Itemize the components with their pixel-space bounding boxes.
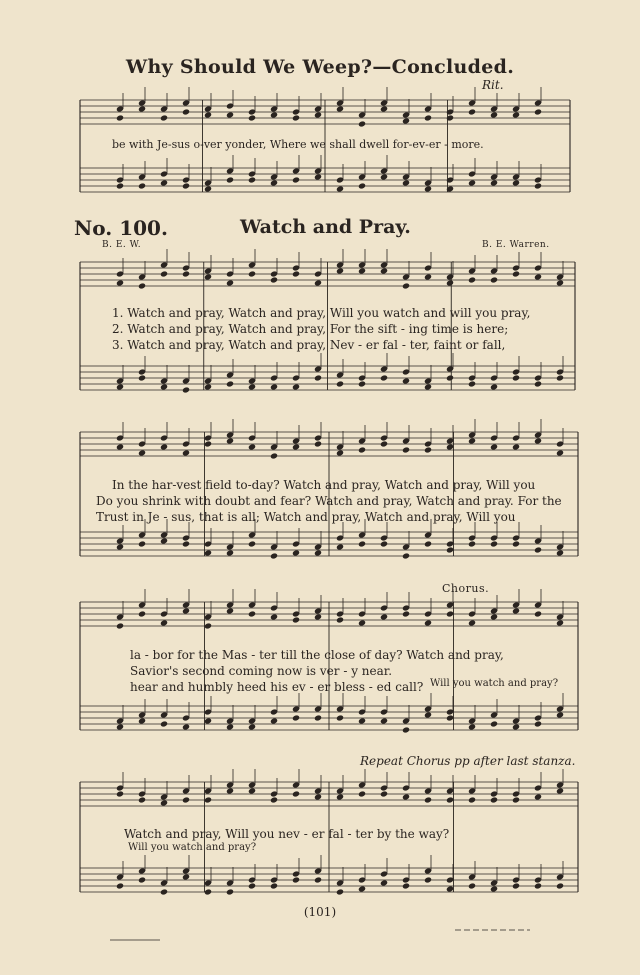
note-head bbox=[182, 108, 190, 115]
note-head bbox=[468, 179, 476, 186]
note-head bbox=[138, 374, 146, 381]
note-head bbox=[556, 549, 564, 556]
note-head bbox=[468, 540, 476, 547]
note-head bbox=[490, 540, 498, 547]
note-head bbox=[292, 443, 300, 450]
lyric-line-chorus: Watch and pray, Will you nev - er fal - ter by the way? bbox=[124, 827, 450, 841]
note-head bbox=[534, 546, 542, 553]
note-head bbox=[314, 173, 322, 180]
note-head bbox=[292, 714, 300, 721]
note-head bbox=[248, 443, 256, 450]
note-head bbox=[204, 888, 212, 895]
note-head bbox=[182, 873, 190, 880]
note-head bbox=[512, 540, 520, 547]
note-head bbox=[138, 876, 146, 883]
note-head bbox=[424, 619, 432, 626]
note-head bbox=[446, 546, 454, 553]
note-head bbox=[556, 787, 564, 794]
page-number: (101) bbox=[303, 905, 337, 919]
note-head bbox=[292, 549, 300, 556]
note-head bbox=[270, 613, 278, 620]
note-head bbox=[424, 114, 432, 121]
note-head bbox=[270, 179, 278, 186]
note-head bbox=[160, 537, 168, 544]
note-head bbox=[534, 793, 542, 800]
note-head bbox=[270, 552, 278, 559]
note-head bbox=[314, 613, 322, 620]
note-head bbox=[358, 446, 366, 453]
note-head bbox=[292, 176, 300, 183]
note-head bbox=[336, 105, 344, 112]
note-head bbox=[182, 270, 190, 277]
note-head bbox=[226, 380, 234, 387]
note-head bbox=[468, 276, 476, 283]
note-head bbox=[204, 383, 212, 390]
note-head bbox=[204, 273, 212, 280]
note-head bbox=[314, 374, 322, 381]
note-head bbox=[468, 437, 476, 444]
note-head bbox=[182, 540, 190, 547]
note-head bbox=[358, 885, 366, 892]
note-head bbox=[556, 374, 564, 381]
note-head bbox=[336, 793, 344, 800]
lyric-line-verse3: 3. Watch and pray, Watch and pray, Nev - er fal - ter, faint or fall, bbox=[112, 338, 506, 352]
note-head bbox=[380, 790, 388, 797]
note-head bbox=[226, 279, 234, 286]
echo-lyric: Will you watch and pray? bbox=[128, 842, 257, 853]
note-head bbox=[446, 796, 454, 803]
note-head bbox=[512, 443, 520, 450]
note-head bbox=[490, 111, 498, 118]
note-head bbox=[468, 108, 476, 115]
note-head bbox=[116, 790, 124, 797]
note-head bbox=[116, 182, 124, 189]
note-head bbox=[556, 449, 564, 456]
note-head bbox=[490, 720, 498, 727]
note-head bbox=[226, 549, 234, 556]
chorus-label: Chorus. bbox=[442, 582, 490, 595]
note-head bbox=[534, 182, 542, 189]
note-head bbox=[204, 440, 212, 447]
note-head bbox=[116, 279, 124, 286]
lyric-line-verse1: In the har-vest field to-day? Watch and pray, Watch and pray, Will you bbox=[112, 478, 536, 492]
note-head bbox=[490, 179, 498, 186]
note-head bbox=[116, 882, 124, 889]
note-head bbox=[402, 552, 410, 559]
note-head bbox=[248, 723, 256, 730]
note-head bbox=[534, 720, 542, 727]
note-head bbox=[160, 619, 168, 626]
note-head bbox=[270, 383, 278, 390]
note-head bbox=[182, 386, 190, 393]
lyric-line-verse2: 2. Watch and pray, Watch and pray, For the sift - ing time is here; bbox=[112, 322, 509, 336]
note-head bbox=[380, 440, 388, 447]
repeat-instruction: Repeat Chorus pp after last stanza. bbox=[360, 754, 576, 768]
note-head bbox=[380, 540, 388, 547]
note-head bbox=[446, 374, 454, 381]
note-head bbox=[512, 607, 520, 614]
note-head bbox=[512, 374, 520, 381]
note-head bbox=[490, 383, 498, 390]
lyric-line-verse1: la - bor for the Mas - ter till the close of day? Watch and pray, bbox=[130, 648, 504, 662]
note-head bbox=[490, 613, 498, 620]
note-head bbox=[160, 114, 168, 121]
note-head bbox=[402, 377, 410, 384]
note-head bbox=[446, 443, 454, 450]
note-head bbox=[248, 540, 256, 547]
note-head bbox=[270, 796, 278, 803]
note-head bbox=[490, 796, 498, 803]
note-head bbox=[336, 888, 344, 895]
note-head bbox=[380, 717, 388, 724]
note-head bbox=[116, 443, 124, 450]
note-head bbox=[468, 882, 476, 889]
note-head bbox=[292, 790, 300, 797]
note-head bbox=[446, 279, 454, 286]
note-head bbox=[182, 723, 190, 730]
note-head bbox=[204, 185, 212, 192]
note-head bbox=[182, 449, 190, 456]
note-head bbox=[314, 111, 322, 118]
tempo-mark: Rit. bbox=[482, 78, 504, 92]
note-head bbox=[248, 270, 256, 277]
note-head bbox=[358, 790, 366, 797]
note-head bbox=[226, 888, 234, 895]
note-head bbox=[248, 610, 256, 617]
note-head bbox=[270, 111, 278, 118]
note-head bbox=[138, 105, 146, 112]
note-head bbox=[138, 182, 146, 189]
note-head bbox=[424, 185, 432, 192]
note-head bbox=[160, 383, 168, 390]
note-head bbox=[534, 882, 542, 889]
note-head bbox=[556, 711, 564, 718]
note-head bbox=[270, 276, 278, 283]
note-head bbox=[182, 607, 190, 614]
note-head bbox=[468, 619, 476, 626]
note-head bbox=[292, 114, 300, 121]
note-head bbox=[468, 723, 476, 730]
note-head bbox=[380, 879, 388, 886]
note-head bbox=[226, 111, 234, 118]
lyric-line-verse3: hear and humbly heed his ev - er bless - ed call? bbox=[130, 680, 424, 694]
note-head bbox=[534, 273, 542, 280]
note-head bbox=[138, 540, 146, 547]
note-head bbox=[446, 885, 454, 892]
note-head bbox=[116, 114, 124, 121]
note-head bbox=[226, 723, 234, 730]
note-head bbox=[336, 714, 344, 721]
note-head bbox=[380, 374, 388, 381]
note-head bbox=[402, 282, 410, 289]
note-head bbox=[358, 120, 366, 127]
note-head bbox=[138, 449, 146, 456]
note-head bbox=[314, 714, 322, 721]
lyric-line-concluded: be with Je-sus o-ver yonder, Where we shall dwell for-ev-er - more. bbox=[112, 138, 484, 151]
note-head bbox=[204, 111, 212, 118]
note-head bbox=[204, 796, 212, 803]
note-head bbox=[116, 543, 124, 550]
note-head bbox=[336, 543, 344, 550]
note-head bbox=[468, 380, 476, 387]
note-head bbox=[160, 799, 168, 806]
note-head bbox=[402, 882, 410, 889]
note-head bbox=[314, 876, 322, 883]
hymn-title: Watch and Pray. bbox=[240, 216, 411, 238]
hymn-number: No. 100. bbox=[74, 216, 168, 240]
note-head bbox=[226, 437, 234, 444]
note-head bbox=[534, 437, 542, 444]
note-head bbox=[226, 787, 234, 794]
note-head bbox=[380, 105, 388, 112]
note-head bbox=[270, 452, 278, 459]
note-head bbox=[446, 610, 454, 617]
note-head bbox=[380, 173, 388, 180]
note-head bbox=[116, 723, 124, 730]
note-head bbox=[226, 176, 234, 183]
note-head bbox=[424, 446, 432, 453]
note-head bbox=[336, 380, 344, 387]
note-head bbox=[138, 796, 146, 803]
note-head bbox=[512, 723, 520, 730]
note-head bbox=[204, 549, 212, 556]
note-head bbox=[314, 279, 322, 286]
note-head bbox=[490, 443, 498, 450]
echo-lyric: Will you watch and pray? bbox=[430, 678, 559, 689]
note-head bbox=[490, 276, 498, 283]
author-credit: B. E. W. bbox=[102, 240, 142, 250]
note-head bbox=[182, 796, 190, 803]
composer-credit: B. E. Warren. bbox=[482, 240, 550, 250]
note-head bbox=[270, 882, 278, 889]
note-head bbox=[358, 182, 366, 189]
concluded-title: Why Should We Weep?—Concluded. bbox=[125, 56, 515, 78]
note-head bbox=[248, 882, 256, 889]
lyric-line-verse2: Savior's second coming now is ver - y near. bbox=[130, 664, 393, 678]
note-head bbox=[402, 793, 410, 800]
lyric-line-verse2: Do you shrink with doubt and fear? Watch and pray, Watch and pray. For the bbox=[96, 494, 562, 508]
note-head bbox=[380, 267, 388, 274]
note-head bbox=[314, 793, 322, 800]
note-head bbox=[468, 796, 476, 803]
note-head bbox=[358, 619, 366, 626]
note-head bbox=[204, 717, 212, 724]
lyric-line-verse3: Trust in Je - sus, that is all; Watch and pray, Watch and pray, Will you bbox=[96, 510, 516, 524]
note-head bbox=[336, 185, 344, 192]
note-head bbox=[556, 619, 564, 626]
note-head bbox=[556, 882, 564, 889]
note-head bbox=[336, 267, 344, 274]
note-head bbox=[248, 114, 256, 121]
note-head bbox=[446, 714, 454, 721]
note-head bbox=[160, 720, 168, 727]
note-head bbox=[490, 885, 498, 892]
lyric-line-verse1: 1. Watch and pray, Watch and pray, Will you watch and will you pray, bbox=[112, 306, 531, 320]
note-head bbox=[402, 446, 410, 453]
note-head bbox=[402, 610, 410, 617]
note-head bbox=[534, 380, 542, 387]
note-head bbox=[512, 882, 520, 889]
note-head bbox=[336, 616, 344, 623]
note-head bbox=[226, 607, 234, 614]
note-head bbox=[116, 622, 124, 629]
note-head bbox=[534, 108, 542, 115]
note-head bbox=[314, 549, 322, 556]
note-head bbox=[160, 888, 168, 895]
note-head bbox=[424, 273, 432, 280]
note-head bbox=[248, 176, 256, 183]
note-head bbox=[182, 182, 190, 189]
note-head bbox=[292, 270, 300, 277]
note-head bbox=[358, 380, 366, 387]
note-head bbox=[380, 613, 388, 620]
note-head bbox=[556, 279, 564, 286]
note-head bbox=[358, 717, 366, 724]
note-head bbox=[292, 616, 300, 623]
note-head bbox=[160, 270, 168, 277]
note-head bbox=[424, 796, 432, 803]
note-head bbox=[336, 449, 344, 456]
note-head bbox=[314, 440, 322, 447]
note-head bbox=[270, 717, 278, 724]
note-head bbox=[402, 117, 410, 124]
note-head bbox=[402, 726, 410, 733]
note-head bbox=[512, 111, 520, 118]
note-head bbox=[248, 787, 256, 794]
note-head bbox=[160, 179, 168, 186]
note-head bbox=[138, 717, 146, 724]
note-head bbox=[248, 383, 256, 390]
note-head bbox=[292, 383, 300, 390]
note-head bbox=[402, 179, 410, 186]
note-head bbox=[138, 282, 146, 289]
note-head bbox=[424, 540, 432, 547]
note-head bbox=[424, 876, 432, 883]
note-head bbox=[534, 610, 542, 617]
note-head bbox=[512, 270, 520, 277]
note-head bbox=[204, 622, 212, 629]
note-head bbox=[512, 179, 520, 186]
note-head bbox=[358, 267, 366, 274]
note-head bbox=[424, 383, 432, 390]
note-head bbox=[358, 540, 366, 547]
note-head bbox=[424, 711, 432, 718]
note-head bbox=[292, 876, 300, 883]
note-head bbox=[160, 443, 168, 450]
note-head bbox=[512, 796, 520, 803]
note-head bbox=[116, 383, 124, 390]
note-head bbox=[138, 610, 146, 617]
